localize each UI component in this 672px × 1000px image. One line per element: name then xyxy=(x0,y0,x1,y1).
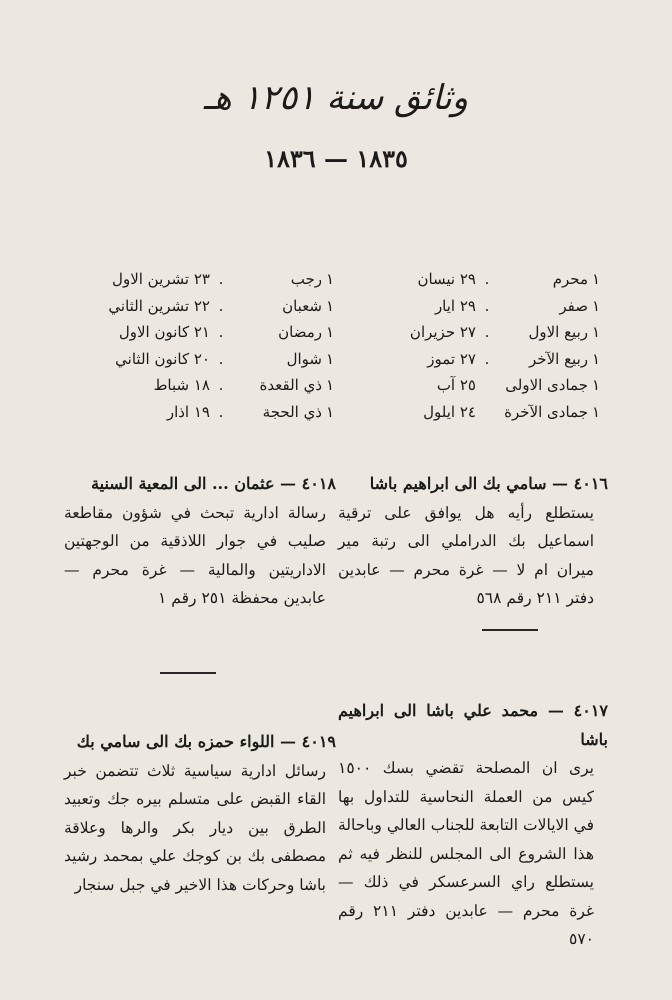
month-row xyxy=(354,372,604,399)
gregorian-date: ٢٥ آب xyxy=(436,376,476,394)
separator-dot: . xyxy=(484,323,490,341)
gregorian-date: ٢٧ حزيران xyxy=(409,323,476,341)
month-number: ١ xyxy=(325,323,335,341)
entry-body: رسالة ادارية تبحث في شؤون مقاطعة صليب في جوار اللاذقية من الوجهتين الاداريتين والمالية — غرة محرم — عابدين محفظة ٢٥١ رقم ١ xyxy=(64,503,326,607)
month-row xyxy=(68,293,338,320)
separator-dot xyxy=(476,372,498,399)
gregorian-date: ٢٩ نيسان xyxy=(417,270,476,288)
month-row xyxy=(354,266,604,293)
gregorian-date: ٢٩ ايار xyxy=(434,296,476,315)
hijri-month: ذي الحجة xyxy=(262,402,322,421)
month-number: ١ xyxy=(591,270,601,288)
gregorian-date: ٢٤ ايلول xyxy=(423,402,476,421)
gregorian-date: ٢١ كانون الاول xyxy=(118,323,210,341)
hijri-month: شوال xyxy=(286,349,322,368)
hijri-month: محرم xyxy=(552,270,588,288)
hijri-month: ربيع الآخر xyxy=(529,349,588,368)
entry-body: رسائل ادارية سياسية ثلاث تتضمن خبر القاء القبض على متسلم بيره جك وتعبيد الطرق بين ديار بكر والرها وعلاقة مصطفى بك بن كوجك علي بمحمد رشيد باشا وحركات هذا الاخير في جبل سنجار xyxy=(64,761,326,894)
month-row xyxy=(354,319,604,346)
months-table-left xyxy=(68,266,338,425)
gregorian-date: ١٩ اذار xyxy=(166,402,210,421)
entry-4017 xyxy=(338,697,608,954)
divider xyxy=(482,629,538,631)
separator-dot: . xyxy=(484,296,490,315)
separator-dot: . xyxy=(218,402,224,421)
month-number: ١ xyxy=(325,270,335,288)
month-row xyxy=(68,399,338,426)
entry-heading: ٤٠١٩ — اللواء حمزه بك الى سامي بك xyxy=(76,732,336,751)
separator-dot xyxy=(476,399,498,426)
year-range: ١٨٣٥ — ١٨٣٦ xyxy=(264,144,408,173)
entry-heading: ٤٠١٧ — محمد علي باشا الى ابراهيم باشا xyxy=(338,701,608,749)
separator-dot: . xyxy=(218,376,224,394)
hijri-month: صفر xyxy=(559,296,588,315)
month-number: ١ xyxy=(591,376,601,394)
gregorian-date: ٢٠ كانون الثاني xyxy=(115,349,210,368)
entry-body: يستطلع رأيه هل يوافق على ترقية اسماعيل بك الدراملي الى رتبة مير ميران ام لا — غرة محرم — عابدين دفتر ٢١١ رقم ٥٦٨ xyxy=(338,503,594,607)
entry-4019 xyxy=(64,728,336,899)
entry-body: يرى ان المصلحة تقضي بسك ١٥٠٠ كيس من العملة النحاسية للتداول بها في الايالات التابعة للجناب العالي وباحالة هذا الشروع الى المجلس للنظر فيه ثم يستطلع راي السرعسكر في ذلك — غرة محرم — عابدين دفتر ٢١١ رقم ٥٧٠ xyxy=(338,759,594,948)
hijri-month: رجب xyxy=(290,270,322,288)
month-row xyxy=(68,266,338,293)
month-row xyxy=(68,319,338,346)
month-row xyxy=(354,399,604,426)
separator-dot: . xyxy=(218,349,224,368)
separator-dot: . xyxy=(218,270,224,288)
month-number: ١ xyxy=(591,349,601,368)
gregorian-date: ٢٧ تموز xyxy=(427,349,476,368)
entry-heading: ٤٠١٨ — عثمان ... الى المعية السنية xyxy=(91,474,336,493)
month-number: ١ xyxy=(591,323,601,341)
month-number: ١ xyxy=(325,376,335,394)
month-number: ١ xyxy=(591,402,601,421)
gregorian-date: ١٨ شباط xyxy=(153,376,210,394)
gregorian-date: ٢٣ تشرين الاول xyxy=(112,270,210,288)
hijri-month: جمادى الاولى xyxy=(505,376,588,394)
months-table-right xyxy=(354,266,604,425)
hijri-month: ربيع الاول xyxy=(528,323,588,341)
hijri-month: ذي القعدة xyxy=(259,376,322,394)
month-number: ١ xyxy=(325,349,335,368)
month-row xyxy=(354,293,604,320)
entry-heading: ٤٠١٦ — سامي بك الى ابراهيم باشا xyxy=(369,474,608,493)
month-row xyxy=(68,372,338,399)
entry-4016 xyxy=(338,470,608,613)
month-number: ١ xyxy=(325,296,335,315)
month-row xyxy=(354,346,604,373)
hijri-month: شعبان xyxy=(282,296,322,315)
separator-dot: . xyxy=(484,349,490,368)
hijri-month: رمضان xyxy=(278,323,322,341)
hijri-month: جمادى الآخرة xyxy=(504,402,588,421)
month-number: ١ xyxy=(325,402,335,421)
divider xyxy=(160,672,216,674)
separator-dot: . xyxy=(484,270,490,288)
month-number: ١ xyxy=(591,296,601,315)
separator-dot: . xyxy=(218,323,224,341)
entry-4018 xyxy=(64,470,336,613)
separator-dot: . xyxy=(218,296,224,315)
page-title: وثائق سنة ١٢٥١ هـ xyxy=(203,78,469,118)
month-row xyxy=(68,346,338,373)
gregorian-date: ٢٢ تشرين الثاني xyxy=(108,296,210,315)
